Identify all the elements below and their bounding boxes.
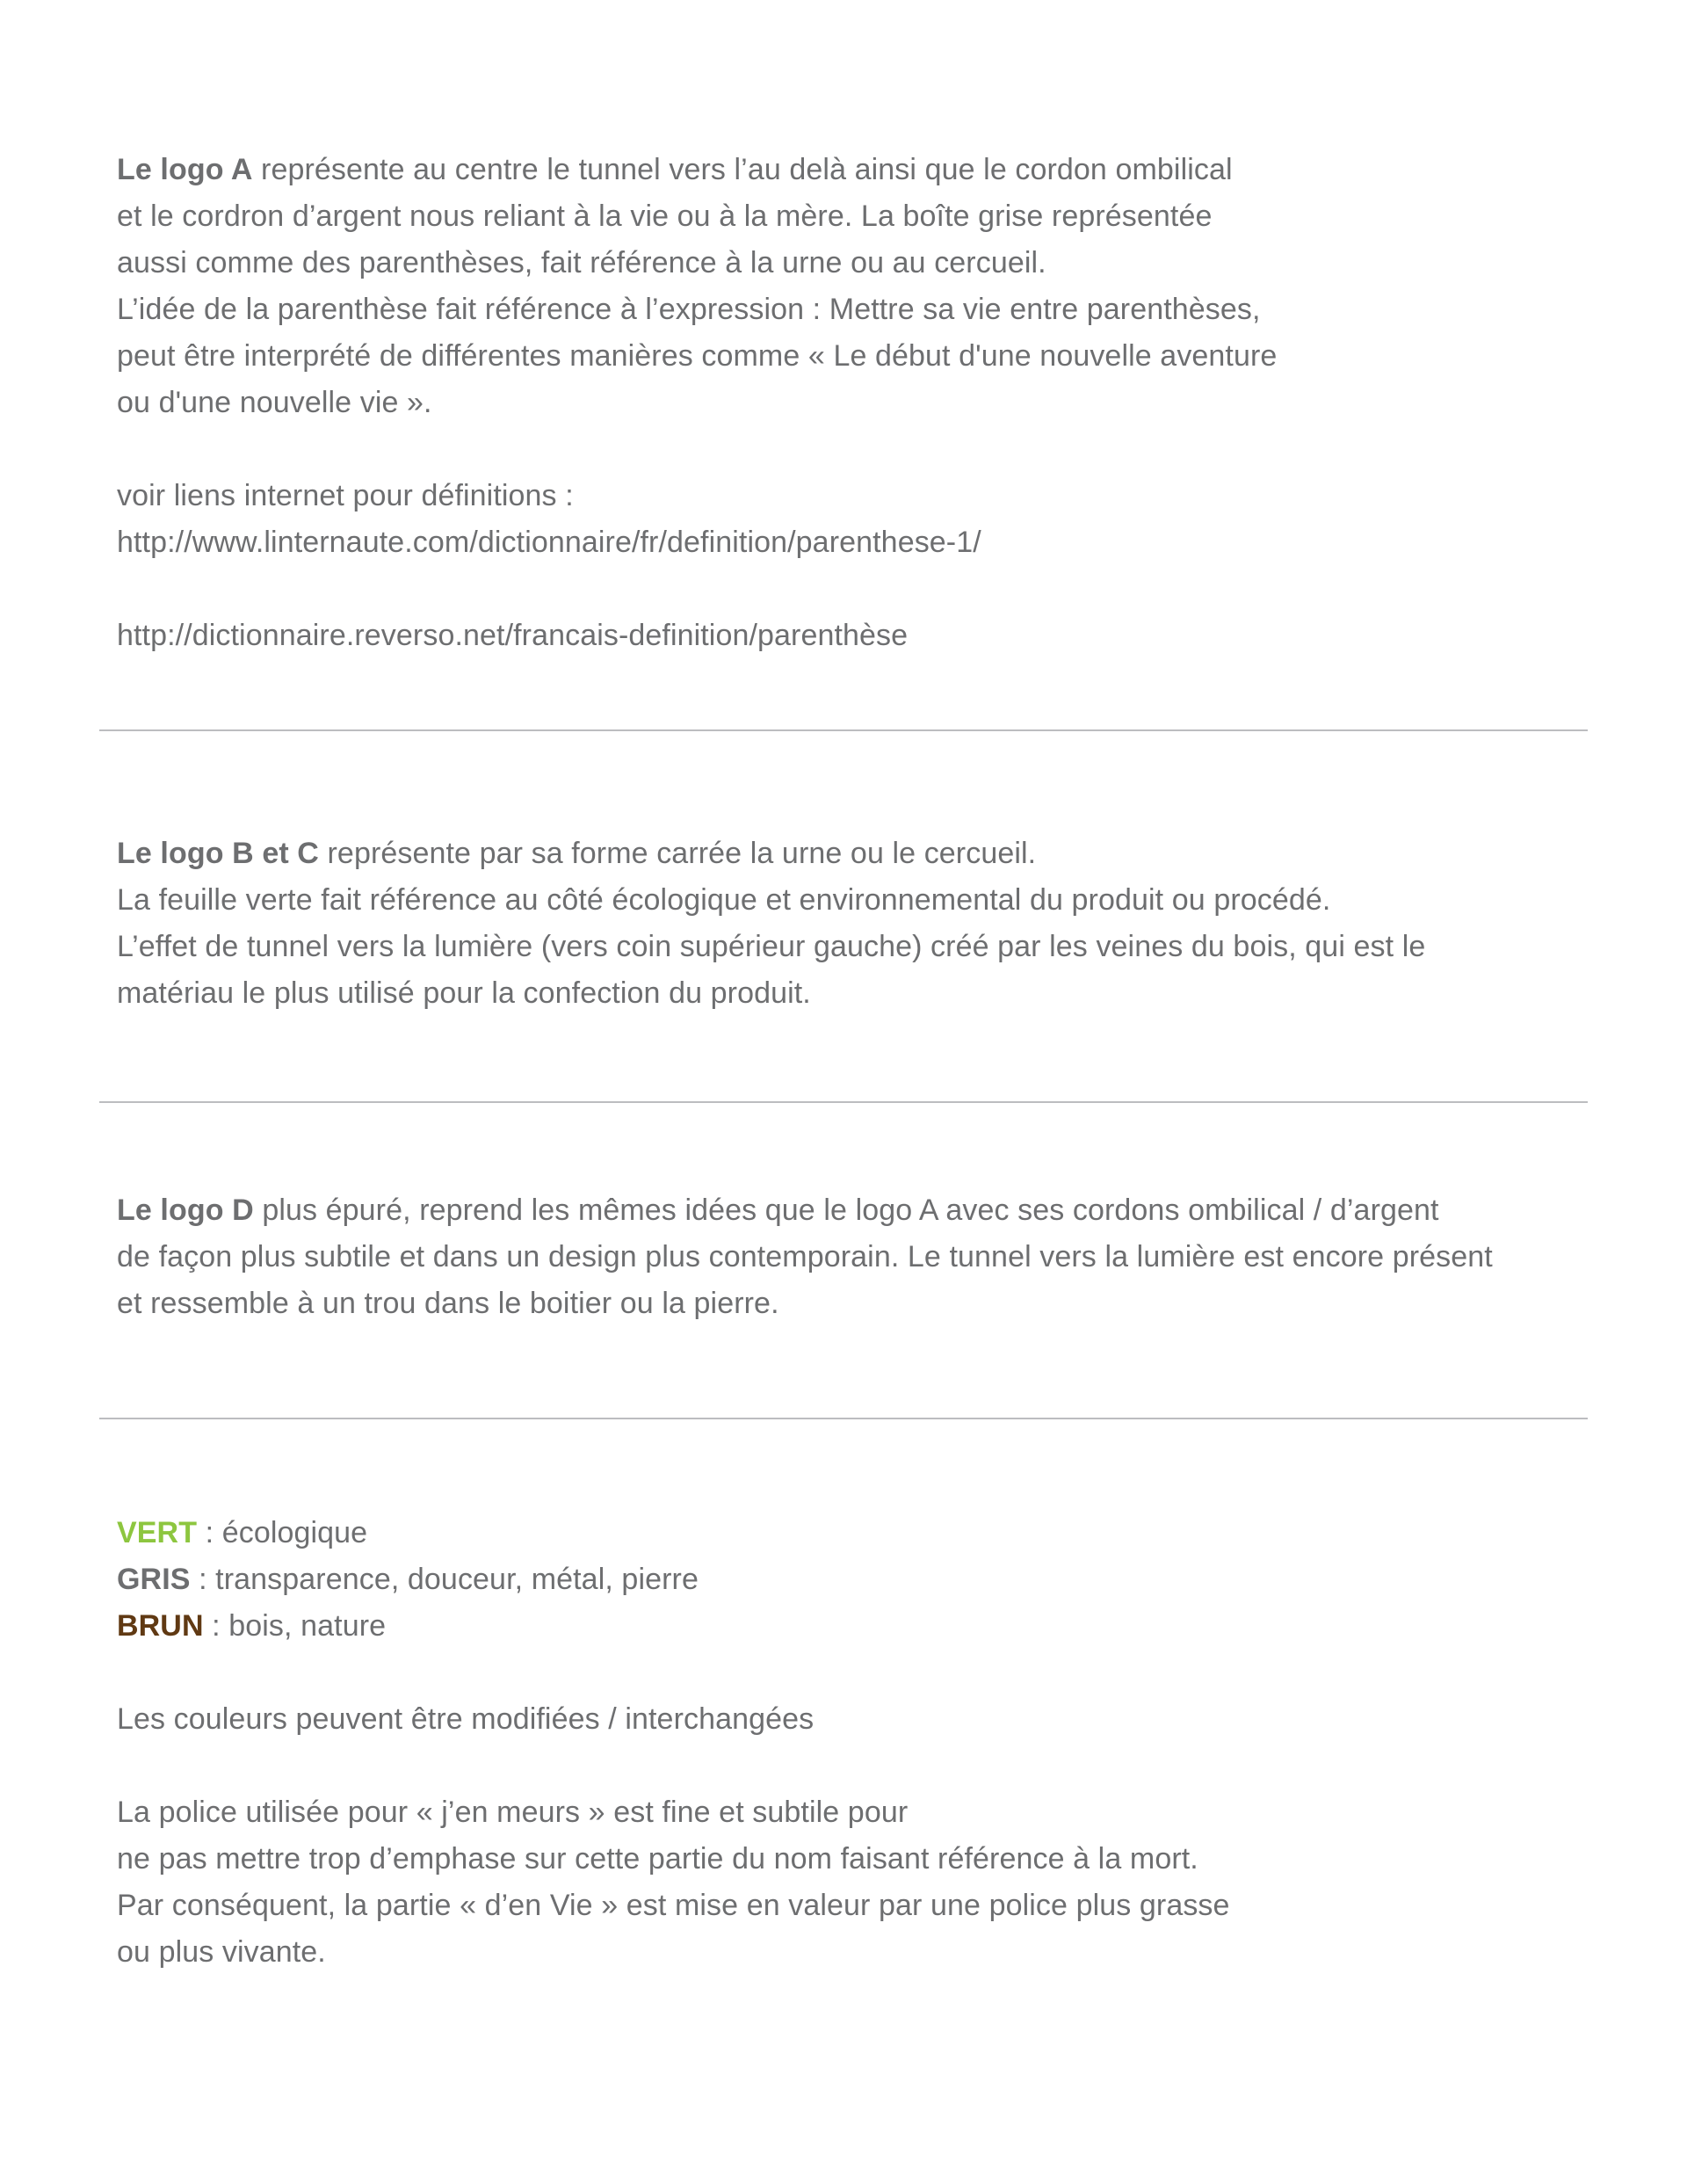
paragraph-line: L’effet de tunnel vers la lumière (vers coin supérieur gauche) créé par les veines du bois, qui est le [117, 930, 1426, 963]
paragraph-line: La feuille verte fait référence au côté écologique et environnemental du produit ou procédé. [117, 883, 1331, 917]
color-desc: : bois, nature [203, 1609, 387, 1643]
color-item-brun [117, 1603, 1611, 1650]
paragraph-line: matériau le plus utilisé pour la confection du produit. [117, 976, 811, 1010]
logo-a-text: représente au centre le tunnel vers l’au delà ainsi que le cordon ombilical [252, 153, 1233, 186]
paragraph-line [117, 831, 1611, 877]
section-divider [99, 1101, 1588, 1103]
logo-d-text: plus épuré, reprend les mêmes idées que le logo A avec ses cordons ombilical / d’argent [253, 1194, 1439, 1227]
section-logo-a [117, 147, 1611, 659]
color-label-brun: BRUN [117, 1609, 204, 1643]
logo-bc-text: représente par sa forme carrée la urne ou le cercueil. [318, 837, 1037, 870]
link-linternaute[interactable]: http://www.linternaute.com/dictionnaire/fr/definition/parenthese-1/ [117, 526, 981, 559]
color-desc: : écologique [197, 1516, 368, 1549]
color-label-vert: VERT [117, 1516, 198, 1549]
section-logo-bc [117, 831, 1611, 1017]
color-item-vert [117, 1510, 1611, 1556]
color-item-gris [117, 1556, 1611, 1603]
section-logo-d [117, 1187, 1611, 1327]
colors-note: Les couleurs peuvent être modifiées / interchangées [117, 1702, 815, 1736]
paragraph-line [117, 147, 1611, 193]
paragraph-line: Par conséquent, la partie « d’en Vie » est mise en valeur par une police plus grasse [117, 1889, 1230, 1922]
paragraph-line: peut être interprété de différentes manières comme « Le début d'une nouvelle aventure [117, 339, 1278, 373]
paragraph-line: de façon plus subtile et dans un design plus contemporain. Le tunnel vers la lumière est encore présent [117, 1240, 1493, 1273]
paragraph-line: L’idée de la parenthèse fait référence à l’expression : Mettre sa vie entre parenthèses, [117, 293, 1261, 326]
paragraph-line: et ressemble à un trou dans le boitier ou la pierre. [117, 1287, 779, 1320]
paragraph-line [117, 1187, 1611, 1234]
color-label-gris: GRIS [117, 1563, 191, 1596]
section-colors [117, 1510, 1611, 1976]
section-divider [99, 729, 1588, 731]
paragraph-line: ne pas mettre trop d’emphase sur cette partie du nom faisant référence à la mort. [117, 1842, 1198, 1876]
paragraph-line: ou plus vivante. [117, 1935, 326, 1969]
paragraph-line: aussi comme des parenthèses, fait référence à la urne ou au cercueil. [117, 246, 1046, 279]
color-desc: : transparence, douceur, métal, pierre [190, 1563, 699, 1596]
logo-bc-heading: Le logo B et C [117, 837, 319, 870]
logo-a-heading: Le logo A [117, 153, 253, 186]
links-intro: voir liens internet pour définitions : [117, 479, 574, 512]
section-divider [99, 1418, 1588, 1419]
paragraph-line: La police utilisée pour « j’en meurs » est fine et subtile pour [117, 1796, 909, 1829]
logo-d-heading: Le logo D [117, 1194, 254, 1227]
link-reverso[interactable]: http://dictionnaire.reverso.net/francais-definition/parenthèse [117, 619, 909, 652]
paragraph-line: et le cordron d’argent nous reliant à la vie ou à la mère. La boîte grise représentée [117, 200, 1213, 233]
paragraph-line: ou d'une nouvelle vie ». [117, 386, 432, 419]
